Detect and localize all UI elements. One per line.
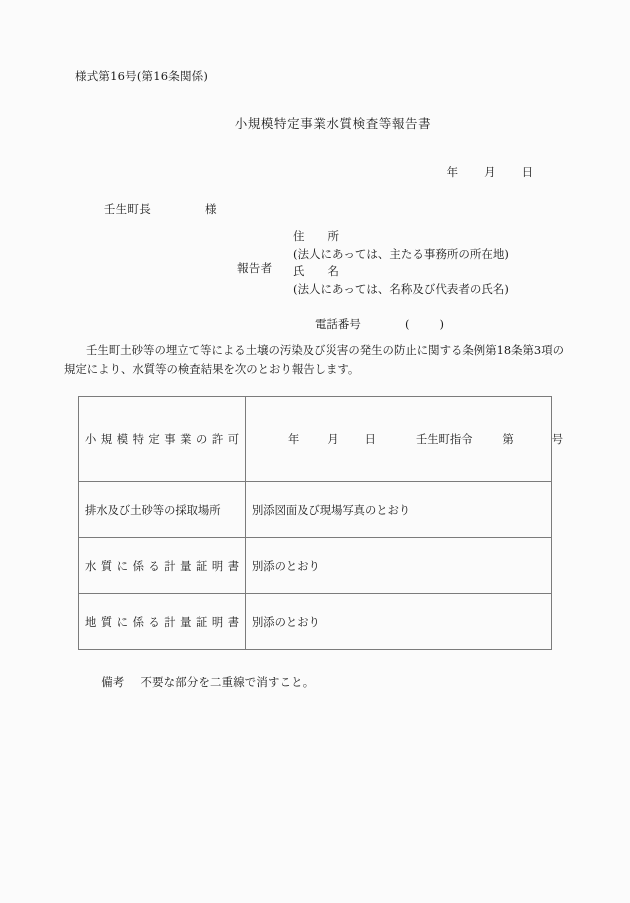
date-line: [432, 155, 533, 190]
reporter-tel-line: [293, 298, 509, 331]
reporter-address-label: 住 所: [293, 229, 339, 243]
reporter-tel-label: 電話番号: [314, 316, 361, 331]
table-row: [79, 594, 552, 650]
reporter-tel-paren-open: (: [404, 316, 410, 331]
addressee-honorific: 様: [205, 201, 217, 216]
table-row-label-water-certificate: 水質に係る計量証明書: [79, 538, 246, 594]
table-row: [79, 538, 552, 594]
permit-no-prefix: 第: [502, 433, 514, 446]
date-month: 月: [484, 164, 496, 179]
table-row-value-soil-certificate: 別添のとおり: [246, 594, 552, 650]
permit-month: 月: [327, 433, 339, 446]
report-table: [78, 396, 564, 650]
note-label: 備考: [101, 675, 125, 690]
addressee-office: 壬生町長: [103, 201, 152, 216]
table-row: [79, 482, 552, 538]
note-line: [86, 666, 314, 700]
form-number: 様式第16号(第16条関係): [75, 69, 209, 83]
table-row-value-water-certificate: 別添のとおり: [246, 538, 552, 594]
permit-order: 壬生町指令: [415, 433, 473, 446]
permit-no-suffix: 号: [551, 433, 564, 446]
note-text: 不要な部分を二重線で消すこと。: [140, 675, 315, 690]
table-row-label-sampling-site: 排水及び土砂等の採取場所: [79, 482, 246, 538]
body-paragraph-text: 壬生町土砂等の埋立て等による土壌の汚染及び災害の発生の防止に関する条例第18条第3項の規定により、水質等の検査結果を次のとおり報告します。: [64, 343, 564, 376]
reporter-name-note: (法人にあっては、名称及び代表者の氏名): [293, 281, 509, 296]
addressee: [88, 192, 217, 227]
reporter-details: [293, 228, 509, 331]
body-paragraph: [64, 341, 564, 379]
permit-day: 日: [364, 433, 376, 446]
reporter-address-note: (法人にあっては、主たる事務所の所在地): [293, 246, 509, 261]
permit-year: 年: [288, 433, 300, 446]
reporter-name-label: 氏 名: [293, 264, 339, 278]
date-day: 日: [521, 164, 534, 179]
table-row: [79, 397, 552, 482]
table-row-value-sampling-site: 別添図面及び現場写真のとおり: [246, 482, 552, 538]
reporter-label: 報告者: [237, 261, 273, 275]
table-row-label-soil-certificate: 地質に係る計量証明書: [79, 594, 246, 650]
reporter-tel-paren-close: ): [439, 316, 444, 331]
page-title: 小規模特定事業水質検査等報告書: [234, 116, 432, 131]
table-row-label-permit: 小規模特定事業の許可: [79, 397, 246, 482]
date-year: 年: [446, 164, 459, 179]
table-row-value-permit: [246, 397, 564, 482]
